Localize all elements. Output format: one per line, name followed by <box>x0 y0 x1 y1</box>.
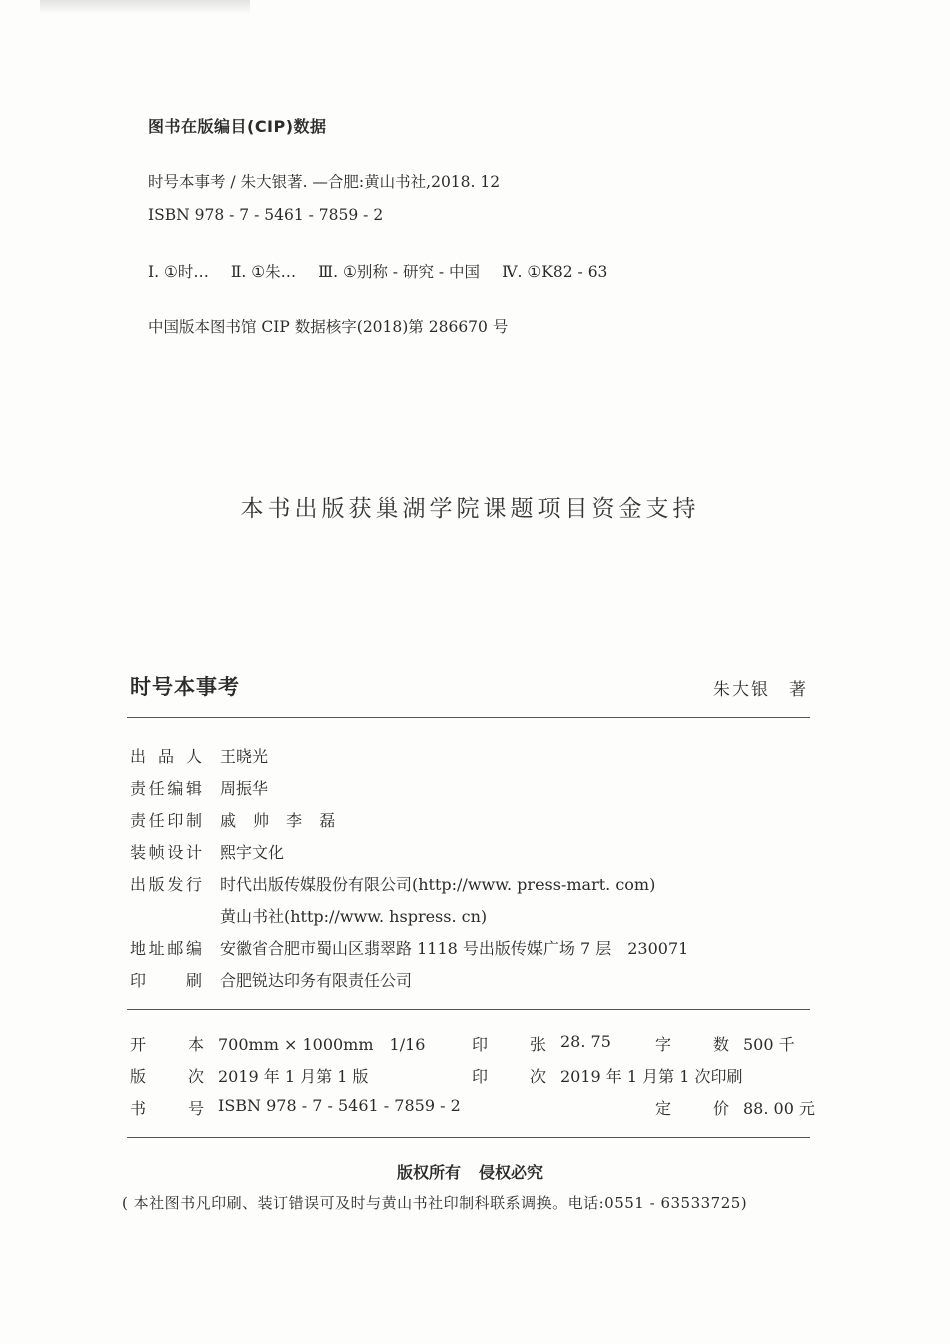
spec-label: 印 张 <box>472 1035 546 1054</box>
credit-label: 印 刷 <box>130 971 202 990</box>
credit-label: 出 版 发 行 <box>130 875 202 894</box>
title-divider <box>127 717 810 718</box>
book-title: 时号本事考 <box>130 675 240 699</box>
credit-label: 责 任 编 辑 <box>130 779 202 798</box>
credit-value: 安徽省合肥市蜀山区翡翠路 1118 号出版传媒广场 7 层 230071 <box>220 939 689 958</box>
spec-label: 开 本 <box>130 1035 204 1054</box>
credit-label: 地 址 邮 编 <box>130 939 202 958</box>
credit-value: 合肥锐达印务有限责任公司 <box>220 971 413 990</box>
classification-2: Ⅱ. ①朱… <box>230 263 297 281</box>
rights-statement <box>0 1160 940 1183</box>
credit-value: 熙宇文化 <box>220 843 285 862</box>
spec-label: 字 数 <box>655 1035 729 1054</box>
classification-4: Ⅳ. ①K82 - 63 <box>502 263 608 281</box>
credits-divider <box>127 1009 810 1010</box>
credit-value: 王晓光 <box>220 747 269 766</box>
funding-note: 本书出版获巢湖学院课题项目资金支持 <box>240 496 700 522</box>
cip-heading: 图书在版编目(CIP)数据 <box>148 117 327 136</box>
cip-verification-line: 中国版本图书馆 CIP 数据核字(2018)第 286670 号 <box>148 318 509 336</box>
credit-label: 装 帧 设 计 <box>130 843 202 862</box>
spec-value: ISBN 978 - 7 - 5461 - 7859 - 2 <box>218 1096 461 1115</box>
credit-label: 出 品 人 <box>130 747 202 766</box>
scan-smudge <box>40 0 250 14</box>
credit-value: 黄山书社(http://www. hspress. cn) <box>220 907 488 926</box>
cip-classification-line <box>148 260 607 282</box>
rights-reserved: 版权所有 <box>396 1163 461 1182</box>
spec-label: 版 次 <box>130 1067 204 1086</box>
credit-label: 责 任 印 制 <box>130 811 202 830</box>
spec-label: 定 价 <box>655 1099 729 1118</box>
spec-label: 印 次 <box>472 1067 546 1086</box>
spec-value: 700mm × 1000mm 1/16 <box>218 1035 426 1054</box>
piracy-warning: 侵权必究 <box>479 1163 544 1182</box>
cip-title-line: 时号本事考 / 朱大银著. —合肥:黄山书社,2018. 12 <box>148 173 501 191</box>
spec-value: 2019 年 1 月第 1 版 <box>218 1067 369 1086</box>
credit-value: 时代出版传媒股份有限公司(http://www. press-mart. com) <box>220 875 656 894</box>
cip-isbn-line: ISBN 978 - 7 - 5461 - 7859 - 2 <box>148 206 384 224</box>
spec-value: 88. 00 元 <box>743 1099 815 1118</box>
spec-label: 书 号 <box>130 1099 204 1118</box>
book-author: 朱大银 著 <box>713 680 808 700</box>
replacement-notice: ( 本社图书凡印刷、装订错误可及时与黄山书社印制科联系调换。电话:0551 - 63533725) <box>122 1194 748 1212</box>
credit-value: 周振华 <box>220 779 269 798</box>
spec-value: 28. 75 <box>560 1032 611 1051</box>
credit-value: 戚 帅 李 磊 <box>220 811 338 830</box>
specs-divider <box>127 1137 810 1138</box>
spec-value: 500 千 <box>743 1035 795 1054</box>
classification-1: Ⅰ. ①时… <box>148 263 209 281</box>
spec-value: 2019 年 1 月第 1 次印刷 <box>560 1067 743 1086</box>
classification-3: Ⅲ. ①别称 - 研究 - 中国 <box>318 263 481 281</box>
